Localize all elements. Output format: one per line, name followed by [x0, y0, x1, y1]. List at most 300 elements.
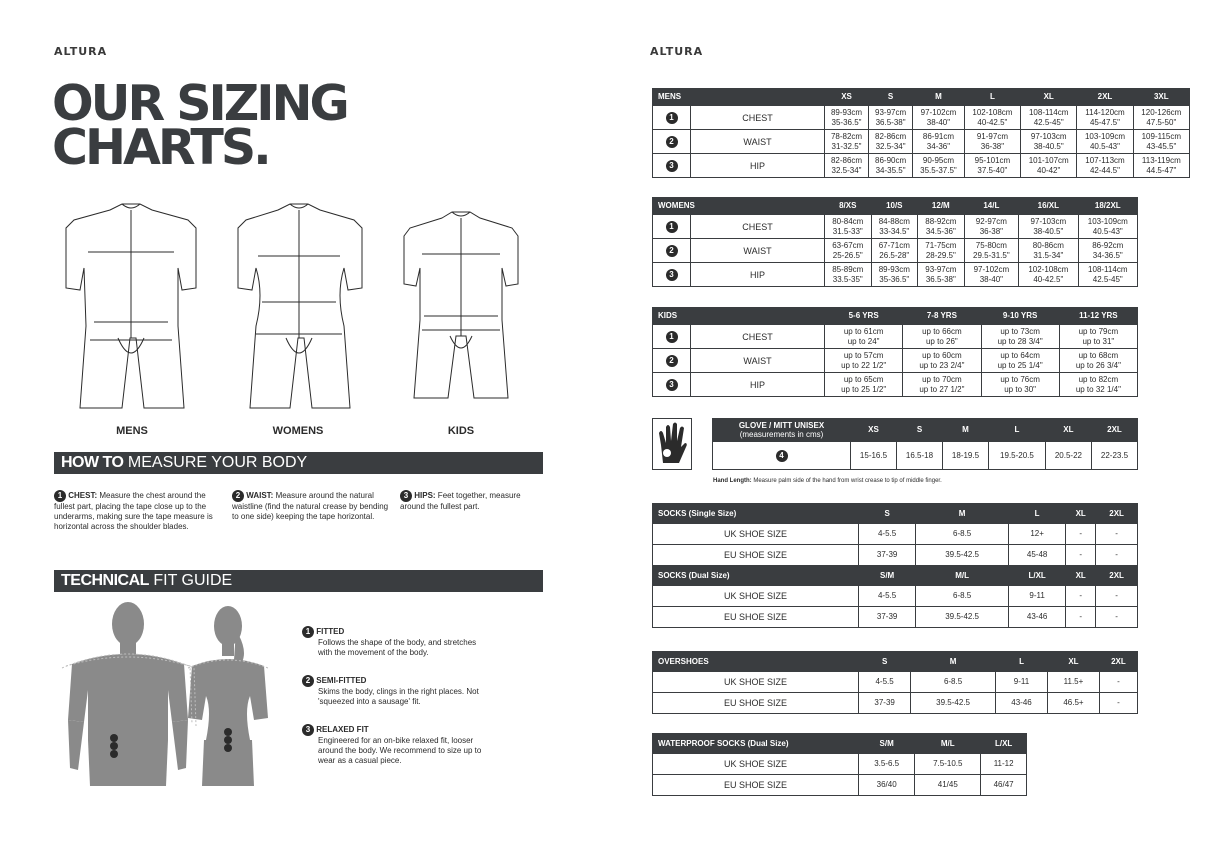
cell-metric: 101-107cm — [1028, 155, 1069, 165]
row-label: EU SHOE SIZE — [653, 775, 859, 796]
table-cell — [1059, 325, 1137, 349]
size-header: M — [911, 652, 996, 672]
table-cell: 6-8.5 — [916, 524, 1009, 545]
table-cell — [869, 154, 913, 178]
table-cell — [1019, 215, 1078, 239]
table-cell — [825, 373, 903, 397]
cell-imperial: 35-36.5" — [879, 274, 910, 284]
fit-item-text: Engineered for an on-bike relaxed fit, looser around the body. We recommend to size up to wear as a casual piece. — [318, 736, 482, 765]
table-title: SOCKS (Single Size) — [653, 504, 859, 524]
cell-imperial: 36-38" — [979, 226, 1004, 236]
table-cell — [869, 106, 913, 130]
table-row — [653, 754, 1027, 775]
step-number: 3 — [400, 490, 412, 502]
cell-metric: 114-120cm — [1085, 107, 1125, 117]
size-header: 3XL — [1133, 89, 1189, 106]
table-cell: - — [1096, 545, 1138, 566]
table-cell: - — [1066, 586, 1096, 607]
cell-metric: 80-86cm — [1032, 240, 1064, 250]
hand-icon-box — [652, 418, 692, 470]
table-cell — [1021, 130, 1077, 154]
cell-imperial: 38-40" — [926, 117, 951, 127]
table-cell: 43-46 — [1009, 607, 1066, 628]
table-cell — [1019, 263, 1078, 287]
size-header: 14/L — [964, 198, 1019, 215]
cell-metric: 86-91cm — [922, 131, 955, 141]
row-label: HIP — [691, 373, 825, 397]
size-header: L — [995, 652, 1047, 672]
size-header: L/XL — [981, 734, 1027, 754]
cell-metric: 95-101cm — [974, 155, 1011, 165]
table-cell: 4-5.5 — [859, 524, 916, 545]
cell-imperial: 40.5-43" — [1092, 226, 1123, 236]
table-cell — [825, 154, 869, 178]
cell-imperial: up to 23 2/4" — [919, 360, 965, 370]
womens-size-table — [652, 197, 1138, 287]
cell-imperial: 38-40.5" — [1033, 226, 1064, 236]
table-cell — [1078, 263, 1137, 287]
page-title — [52, 75, 347, 176]
size-header: XL — [1048, 652, 1100, 672]
table-cell: 39.5-42.5 — [916, 545, 1009, 566]
how-to-rest: MEASURE YOUR BODY — [123, 454, 308, 471]
table-row — [653, 373, 1138, 397]
womens-suit-figure — [238, 204, 362, 408]
cell-imperial: 31.5-33" — [832, 226, 863, 236]
table-cell: 6-8.5 — [916, 586, 1009, 607]
row-label: UK SHOE SIZE — [653, 672, 859, 693]
row-number-cell — [653, 215, 691, 239]
cell-imperial: 34-36.5" — [1092, 250, 1123, 260]
step-number: 2 — [666, 245, 678, 257]
size-header: XL — [1021, 89, 1077, 106]
table-row — [653, 693, 1138, 714]
table-cell — [1077, 154, 1133, 178]
table-cell: 3.5-6.5 — [859, 754, 915, 775]
cell-metric: up to 79cm — [1078, 326, 1119, 336]
cell-imperial: up to 26" — [925, 336, 958, 346]
size-header: 7-8 YRS — [903, 308, 981, 325]
table-cell: 9-11 — [1009, 586, 1066, 607]
cell-imperial: 31-32.5" — [831, 141, 862, 151]
cell-imperial: 34-36" — [926, 141, 951, 151]
cell-metric: 107-113cm — [1085, 155, 1125, 165]
body-figures — [58, 600, 288, 790]
row-label: CHEST — [691, 215, 825, 239]
table-cell: 36/40 — [859, 775, 915, 796]
table-cell: - — [1096, 524, 1138, 545]
size-header: 16/XL — [1019, 198, 1078, 215]
size-header: XS — [825, 89, 869, 106]
size-header: 2XL — [1096, 566, 1138, 586]
size-header: 11-12 YRS — [1059, 308, 1137, 325]
cell-metric: 84-88cm — [878, 216, 910, 226]
table-cell: 46/47 — [981, 775, 1027, 796]
table-cell: - — [1099, 693, 1137, 714]
how-to-item-title: WAIST: — [246, 491, 274, 501]
table-title: MENS — [653, 89, 825, 106]
size-header: 12/M — [918, 198, 965, 215]
table-cell — [825, 349, 903, 373]
cell-metric: up to 76cm — [1000, 374, 1040, 384]
size-header: S/M — [859, 566, 916, 586]
male-figure — [68, 602, 188, 786]
size-header: 2XL — [1096, 504, 1138, 524]
row-number-cell — [653, 239, 691, 263]
how-to-item-chest — [54, 490, 224, 532]
cell-metric: 92-97cm — [975, 216, 1007, 226]
cell-metric: 102-108cm — [1028, 264, 1069, 274]
size-header: L — [1009, 504, 1066, 524]
mens-size-table — [652, 88, 1190, 178]
table-cell: 11-12 — [981, 754, 1027, 775]
table-row — [653, 239, 1138, 263]
row-number-cell — [653, 154, 691, 178]
table-subtitle: SOCKS (Dual Size) — [653, 566, 859, 586]
how-to-item-hips — [400, 490, 535, 512]
row-number-cell — [653, 106, 691, 130]
table-cell — [825, 106, 869, 130]
how-to-measure-bar — [54, 452, 543, 474]
table-row — [653, 215, 1138, 239]
size-header: S/M — [859, 734, 915, 754]
step-number: 2 — [666, 355, 678, 367]
row-label: EU SHOE SIZE — [653, 545, 859, 566]
table-cell: 45-48 — [1009, 545, 1066, 566]
cell-metric: 89-93cm — [830, 107, 863, 117]
suit-illustrations — [60, 198, 535, 418]
size-header: M — [916, 504, 1009, 524]
cell-metric: 97-103cm — [1030, 216, 1067, 226]
cell-imperial: up to 31" — [1082, 336, 1115, 346]
table-cell — [825, 215, 872, 239]
cell-metric: 78-82cm — [830, 131, 863, 141]
cell-imperial: up to 27 1/2" — [919, 384, 965, 394]
table-cell: - — [1066, 607, 1096, 628]
table-cell: - — [1066, 524, 1096, 545]
table-cell: 43-46 — [995, 693, 1047, 714]
cell-metric: up to 82cm — [1078, 374, 1119, 384]
table-cell: - — [1099, 672, 1137, 693]
cell-imperial: up to 25 1/2" — [841, 384, 887, 394]
step-number: 4 — [776, 450, 788, 462]
table-row — [653, 106, 1190, 130]
hand-length-note — [713, 478, 942, 484]
table-cell: 41/45 — [915, 775, 981, 796]
table-cell — [1133, 154, 1189, 178]
cell-metric: 97-102cm — [920, 107, 957, 117]
table-cell — [871, 215, 918, 239]
row-number-cell — [653, 263, 691, 287]
table-cell: 15-16.5 — [851, 442, 897, 470]
table-cell — [1133, 106, 1189, 130]
table-cell — [713, 442, 851, 470]
row-number-cell — [653, 325, 691, 349]
table-cell — [981, 373, 1059, 397]
fit-item-title: FITTED — [316, 627, 345, 637]
table-cell — [1021, 154, 1077, 178]
cell-imperial: 36.5-38" — [925, 274, 956, 284]
size-header: M — [913, 89, 965, 106]
cell-imperial: 44.5-47" — [1146, 165, 1177, 175]
hand-icon — [653, 419, 691, 469]
table-cell — [964, 130, 1020, 154]
fit-item-title: SEMI-FITTED — [316, 676, 367, 686]
size-header: XL — [1066, 566, 1096, 586]
cell-metric: 90-95cm — [922, 155, 955, 165]
table-cell — [825, 263, 872, 287]
size-header: XS — [851, 419, 897, 442]
table-cell: 37-39 — [859, 607, 916, 628]
cell-imperial: 40.5-43" — [1089, 141, 1120, 151]
cell-metric: 89-93cm — [878, 264, 910, 274]
cell-imperial: up to 22 1/2" — [841, 360, 887, 370]
cell-metric: 80-84cm — [832, 216, 864, 226]
glove-sublabel: (measurements in cms) — [739, 430, 824, 439]
cell-metric: 91-97cm — [976, 131, 1008, 141]
cell-imperial: 34.5-36" — [925, 226, 956, 236]
table-row — [653, 586, 1138, 607]
cell-metric: 71-75cm — [925, 240, 957, 250]
table-row — [653, 154, 1190, 178]
table-row — [653, 672, 1138, 693]
cell-metric: 113-119cm — [1141, 155, 1181, 165]
size-header: XL — [1045, 419, 1091, 442]
table-cell: 18-19.5 — [943, 442, 989, 470]
cell-metric: up to 66cm — [922, 326, 962, 336]
glove-size-table — [712, 418, 1138, 470]
cell-metric: 93-97cm — [925, 264, 957, 274]
cell-imperial: 40-42.5" — [1033, 274, 1064, 284]
note-text: Measure palm side of the hand from wrist crease to tip of middle finger. — [751, 478, 942, 484]
cell-metric: up to 57cm — [843, 350, 884, 360]
size-header: L/XL — [1009, 566, 1066, 586]
step-number: 3 — [666, 160, 678, 172]
cell-metric: 103-109cm — [1084, 131, 1125, 141]
cell-metric: 108-114cm — [1028, 107, 1069, 117]
cell-metric: 63-67cm — [832, 240, 864, 250]
how-to-item-title: HIPS: — [414, 491, 436, 501]
cell-imperial: 42.5-45" — [1033, 117, 1064, 127]
table-cell — [964, 215, 1019, 239]
cell-metric: 108-114cm — [1088, 264, 1128, 274]
row-label: WAIST — [691, 130, 825, 154]
table-cell: - — [1066, 545, 1096, 566]
table-cell: 12+ — [1009, 524, 1066, 545]
size-header: S — [859, 504, 916, 524]
cell-metric: up to 73cm — [1000, 326, 1040, 336]
step-number: 1 — [54, 490, 66, 502]
cell-imperial: 40-42" — [1037, 165, 1061, 175]
cell-metric: 97-102cm — [973, 264, 1010, 274]
step-number: 3 — [302, 724, 314, 736]
table-cell — [964, 263, 1019, 287]
how-to-bold: HOW TO — [61, 454, 124, 471]
fit-item-title: RELAXED FIT — [316, 725, 369, 735]
how-to-item-title: CHEST: — [68, 491, 98, 501]
cell-imperial: 37.5-40" — [977, 165, 1008, 175]
step-number: 1 — [302, 626, 314, 638]
cell-metric: 85-89cm — [832, 264, 864, 274]
cell-imperial: 34-35.5" — [875, 165, 906, 175]
cell-imperial: up to 24" — [847, 336, 880, 346]
table-cell: 37-39 — [859, 693, 911, 714]
cell-metric: 88-92cm — [925, 216, 957, 226]
cell-imperial: 26.5-28" — [879, 250, 910, 260]
table-title — [713, 419, 851, 442]
row-label: UK SHOE SIZE — [653, 524, 859, 545]
step-number: 3 — [666, 379, 678, 391]
table-cell — [903, 325, 981, 349]
table-cell — [1078, 239, 1137, 263]
row-number-cell — [653, 130, 691, 154]
cell-imperial: up to 32 1/4" — [1075, 384, 1121, 394]
row-label: EU SHOE SIZE — [653, 693, 859, 714]
waterproof-socks-table — [652, 733, 1027, 796]
table-cell — [1077, 106, 1133, 130]
row-label: HIP — [691, 154, 825, 178]
table-cell — [903, 349, 981, 373]
suit-label-mens: MENS — [116, 425, 148, 437]
step-number: 2 — [666, 136, 678, 148]
table-title: WOMENS — [653, 198, 825, 215]
table-cell — [825, 239, 872, 263]
size-header: M — [943, 419, 989, 442]
step-number: 1 — [666, 112, 678, 124]
cell-metric: 93-97cm — [875, 107, 907, 117]
table-cell: - — [1096, 607, 1138, 628]
step-number: 1 — [666, 221, 678, 233]
table-cell: 6-8.5 — [911, 672, 996, 693]
row-label: EU SHOE SIZE — [653, 607, 859, 628]
cell-imperial: 32.5-34" — [831, 165, 862, 175]
table-cell — [1021, 106, 1077, 130]
cell-imperial: 36.5-38" — [875, 117, 906, 127]
size-header: 10/S — [871, 198, 918, 215]
cell-metric: 82-86cm — [875, 131, 907, 141]
row-label: WAIST — [691, 239, 825, 263]
cell-imperial: 28-29.5" — [925, 250, 956, 260]
mens-suit-figure — [66, 204, 196, 408]
cell-imperial: 38-40.5" — [1033, 141, 1064, 151]
table-cell: 20.5-22 — [1045, 442, 1091, 470]
step-number: 2 — [302, 675, 314, 687]
brand-logo-left: ALTURA — [54, 45, 108, 58]
table-cell: 4-5.5 — [859, 672, 911, 693]
cell-imperial: 29.5-31.5" — [973, 250, 1010, 260]
size-header: S — [897, 419, 943, 442]
table-cell: 9-11 — [995, 672, 1047, 693]
overshoes-size-table — [652, 651, 1138, 714]
cell-metric: 120-126cm — [1141, 107, 1182, 117]
how-to-item-text: Measure around the natural waistline (find the natural crease by bending to one side) keeping the tape horizontal. — [232, 491, 389, 521]
cell-imperial: 25-26.5" — [832, 250, 863, 260]
table-cell — [825, 130, 869, 154]
note-bold: Hand Length: — [713, 478, 752, 484]
kids-size-table — [652, 307, 1138, 397]
cell-imperial: 45-47.5" — [1089, 117, 1120, 127]
fit-item-relaxed — [302, 724, 487, 766]
row-label: CHEST — [691, 106, 825, 130]
cell-metric: up to 65cm — [843, 374, 884, 384]
table-cell — [1133, 130, 1189, 154]
cell-metric: 86-92cm — [1092, 240, 1124, 250]
cell-metric: up to 68cm — [1078, 350, 1119, 360]
suit-label-kids: KIDS — [447, 425, 475, 437]
step-number: 2 — [232, 490, 244, 502]
table-cell — [1059, 373, 1137, 397]
table-cell — [871, 239, 918, 263]
size-header: L — [964, 89, 1020, 106]
tech-fit-bold: TECHNICAL — [61, 572, 149, 589]
cell-metric: 82-86cm — [830, 155, 863, 165]
fit-item-text: Skims the body, clings in the right places. Not 'squeezed into a sausage' fit. — [318, 687, 479, 706]
cell-imperial: 47.5-50" — [1146, 117, 1177, 127]
size-header: 2XL — [1099, 652, 1137, 672]
glove-label: GLOVE / MITT UNISEX — [738, 421, 825, 430]
table-row — [653, 524, 1138, 545]
table-cell: 16.5-18 — [897, 442, 943, 470]
table-cell: 4-5.5 — [859, 586, 916, 607]
size-header: S — [869, 89, 913, 106]
table-row — [653, 130, 1190, 154]
table-cell — [1059, 349, 1137, 373]
table-cell — [869, 130, 913, 154]
table-cell: 19.5-20.5 — [989, 442, 1046, 470]
cell-imperial: 43-45.5" — [1146, 141, 1177, 151]
table-cell — [903, 373, 981, 397]
table-cell — [871, 263, 918, 287]
tech-fit-rest: FIT GUIDE — [148, 572, 233, 589]
cell-imperial: up to 30" — [1004, 384, 1036, 394]
table-cell — [918, 263, 965, 287]
title-line-2: CHARTS. — [52, 119, 269, 176]
row-label: UK SHOE SIZE — [653, 754, 859, 775]
brand-logo-right: ALTURA — [650, 45, 704, 58]
table-cell — [981, 325, 1059, 349]
table-row — [653, 545, 1138, 566]
table-cell — [964, 106, 1020, 130]
cell-metric: 86-90cm — [875, 155, 907, 165]
kids-suit-figure — [404, 212, 518, 398]
size-header: M/L — [916, 566, 1009, 586]
table-cell — [964, 239, 1019, 263]
cell-metric: 67-71cm — [878, 240, 910, 250]
table-row — [653, 349, 1138, 373]
table-title: WATERPROOF SOCKS (Dual Size) — [653, 734, 859, 754]
table-row — [653, 775, 1027, 796]
cell-metric: 102-108cm — [972, 107, 1013, 117]
size-header: 18/2XL — [1078, 198, 1137, 215]
table-cell — [918, 239, 965, 263]
table-cell — [1019, 239, 1078, 263]
how-to-item-text: Measure the chest around the fullest part, placing the tape close up to the underarms, making sure the tape measure is horizontal across the shoulder blades. — [54, 491, 213, 531]
cell-metric: up to 61cm — [843, 326, 884, 336]
table-cell: - — [1096, 586, 1138, 607]
cell-imperial: 40-42.5" — [977, 117, 1008, 127]
fit-item-fitted — [302, 626, 487, 658]
row-label: HIP — [691, 263, 825, 287]
size-header: M/L — [915, 734, 981, 754]
cell-imperial: 33.5-35" — [832, 274, 863, 284]
table-cell — [913, 106, 965, 130]
table-cell — [913, 130, 965, 154]
row-label: CHEST — [691, 325, 825, 349]
size-header: 8/XS — [825, 198, 872, 215]
size-header: 5-6 YRS — [825, 308, 903, 325]
size-header: 2XL — [1077, 89, 1133, 106]
title-line-1: OUR SIZING — [52, 75, 347, 132]
